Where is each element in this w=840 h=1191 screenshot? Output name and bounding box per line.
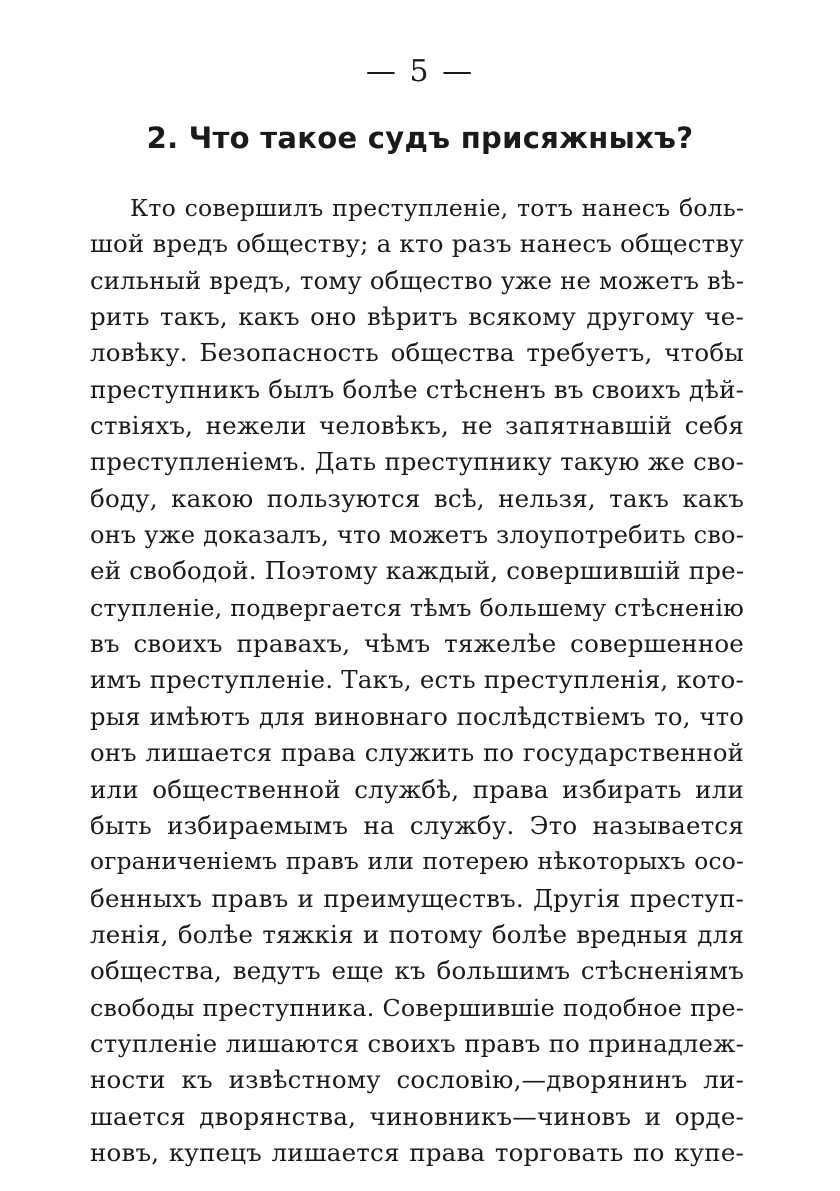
text-line: имъ преступленіе. Такъ, есть преступленія, кото- xyxy=(90,665,744,695)
text-line: преступникъ былъ болѣе стѣсненъ въ своихъ дѣй- xyxy=(90,374,745,404)
text-line: быть избираемымъ на службу. Это называется xyxy=(90,810,744,840)
text-line: онъ уже доказалъ, что можетъ злоупотребить сво- xyxy=(90,521,744,550)
text-line: шой вредъ обществу; а кто разъ нанесъ обществу xyxy=(90,229,744,259)
text-line: ствіяхъ, нежели человѣкъ, не запятнавшій себя xyxy=(90,411,744,441)
text-line: ступленіе лишаются своихъ правъ по принадлеж- xyxy=(90,1028,744,1058)
text-line: рить такъ, какъ оно вѣритъ всякому другому че- xyxy=(90,302,744,332)
page-number: — 5 — xyxy=(365,54,475,89)
text-line: новъ, купецъ лишается права торговать по купе- xyxy=(90,1137,744,1167)
text-line: ности къ извѣстному сословію,—дворянинъ ли- xyxy=(90,1065,744,1095)
text-line: бенныхъ правъ и преимуществъ. Другія преступ- xyxy=(90,883,744,913)
text-line: онъ лишается права служить по государственной xyxy=(90,738,744,768)
text-line: сильный вредъ, тому общество уже не можетъ вѣ- xyxy=(90,265,745,295)
text-line: боду, какою пользуются всѣ, нельзя, такъ какъ xyxy=(90,483,744,513)
text-line: шается дворянства, чиновникъ—чиновъ и орде- xyxy=(90,1101,744,1131)
text-line: ей свободой. Поэтому каждый, совершившій пре- xyxy=(90,556,745,586)
body-paragraph xyxy=(90,190,744,1171)
text-line: преступленіемъ. Дать преступнику такую же сво- xyxy=(90,447,744,477)
text-line: Кто совершилъ преступленіе, тотъ нанесъ боль- xyxy=(130,194,744,222)
text-line: ленія, болѣе тяжкія и потому болѣе вредныя для xyxy=(90,919,744,949)
text-line: свободы преступника. Совершившіе подобное пре- xyxy=(90,993,744,1022)
text-line: общества, ведутъ еще къ большимъ стѣсненіямъ xyxy=(90,956,744,986)
section-heading: 2. Что такое судъ присяжныхъ? xyxy=(146,121,694,155)
text-line: ступленіе, подвергается тѣмъ большему стѣсненію xyxy=(90,593,744,622)
text-line: въ своихъ правахъ, чѣмъ тяжелѣе совершенное xyxy=(90,629,744,659)
text-line: рыя имѣютъ для виновнаго послѣдствіемъ то, что xyxy=(90,701,744,731)
text-line: ловѣку. Безопасность общества требуетъ, чтобы xyxy=(90,338,744,368)
text-line: ограниченіемъ правъ или потерею нѣкоторыхъ осо- xyxy=(90,848,744,876)
text-line: или общественной службѣ, права избирать или xyxy=(90,774,744,804)
